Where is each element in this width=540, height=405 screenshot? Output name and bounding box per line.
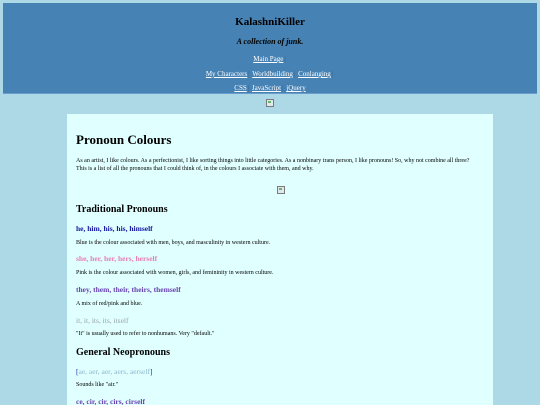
intro-line-1: As an artist, I like colours. As a perfectionist, I like sorting things into little categories. As a nonbinary trans person, I like pronouns! So, why not combine all three? — [76, 158, 470, 164]
pronoun-set-they: they, them, their, theirs, themself — [76, 285, 181, 294]
site-header — [3, 3, 537, 94]
site-tagline: A collection of junk. — [236, 37, 304, 46]
nav-row-code: CSS| JavaScript| jQuery — [234, 84, 306, 92]
nav-row-main: Main Page| — [253, 55, 286, 63]
pronoun-set-ae: [ae, aer, aer, aers, aerself] — [76, 367, 153, 376]
intro-text — [76, 157, 484, 173]
pronoun-set-she: she, her, her, hers, herself — [76, 254, 158, 263]
site-title: KalashniKiller — [235, 16, 305, 28]
main-content — [67, 114, 493, 405]
pronoun-set-ae-text: ae, aer, aer, aers, aerself — [78, 367, 150, 376]
pronoun-desc-she: Pink is the colour associated with women, girls, and femininity in western culture. — [76, 270, 274, 276]
nav-link-jquery[interactable]: jQuery — [286, 84, 306, 92]
pronoun-desc-it: "It" is usually used to refer to nonhumans. Very "default." — [76, 331, 215, 337]
section-title-traditional: Traditional Pronouns — [76, 204, 168, 215]
pronoun-set-it: it, it, its, its, itself — [76, 316, 129, 325]
pronoun-set-ce: ce, cir, cir, cirs, cirself — [76, 397, 145, 405]
broken-image-icon — [266, 99, 274, 107]
broken-image-icon — [277, 186, 285, 194]
intro-line-2: This is a list of all the pronouns that I could think of, in the colours I associate with them, and why. — [76, 166, 314, 172]
section-title-neopronouns: General Neopronouns — [76, 347, 170, 358]
nav-link-conlanging[interactable]: Conlanging — [298, 70, 331, 78]
pronoun-set-he: he, him, his, his, himself — [76, 224, 153, 233]
nav-link-javascript[interactable]: JavaScript — [251, 84, 282, 92]
pronoun-desc-he: Blue is the colour associated with men, boys, and masculinity in western culture. — [76, 240, 271, 246]
pronoun-desc-they: A mix of red/pink and blue. — [76, 301, 143, 307]
nav-link-my-characters[interactable]: My Characters — [205, 70, 248, 78]
nav-link-worldbuilding[interactable]: Worldbuilding — [252, 70, 293, 78]
nav-link-main-page[interactable]: Main Page — [253, 55, 284, 63]
nav-row-projects: My Characters| Worldbuilding| Conlanging| — [205, 70, 334, 78]
nav-link-css[interactable]: CSS — [234, 84, 247, 92]
pronoun-desc-ae: Sounds like "air." — [76, 382, 119, 388]
page-title: Pronoun Colours — [76, 132, 172, 147]
